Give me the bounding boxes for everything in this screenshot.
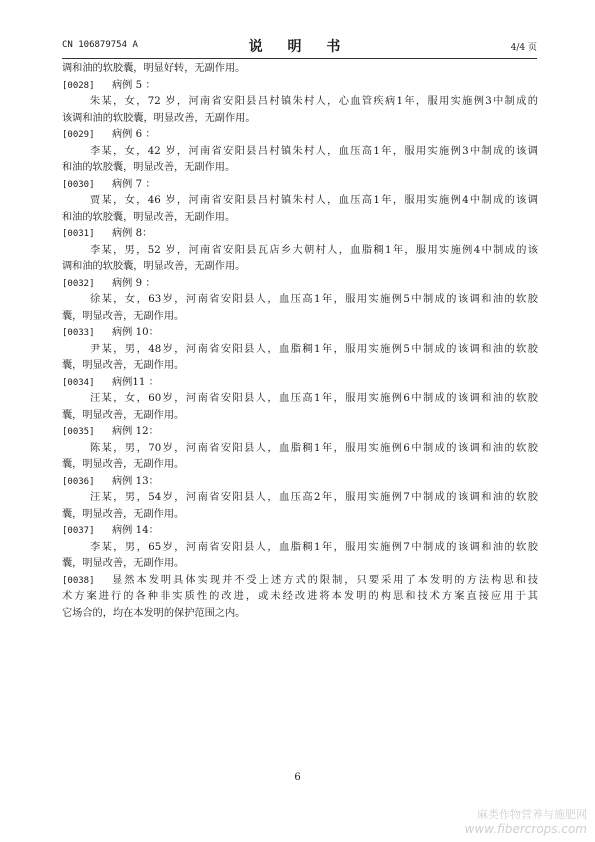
paragraph-tag: [0036]	[62, 476, 95, 487]
case-text-line: 李某，男，65岁，河南省安阳县人，血脂稠1年，服用实施例7中制成的该调和油的软胶	[90, 541, 538, 553]
case-text-line: 该调和油的软胶囊，明显改善，无副作用。	[62, 112, 256, 124]
case-label: 病例 13：	[112, 475, 159, 487]
page-number: 6	[294, 772, 301, 783]
case-text-line: 囊，明显改善，无副作用。	[62, 360, 185, 371]
case-text-line: 囊，明显改善，无副作用。	[62, 310, 185, 322]
closing-text-line: 显然本发明具体实现并不受上述方式的限制，只要采用了本发明的方法构思和技	[112, 574, 538, 586]
paragraph-tag: [0037]	[62, 526, 95, 536]
case-label: 病例 8：	[112, 228, 153, 239]
watermark-site-name: 麻类作物营养与施肥网	[477, 808, 587, 821]
paragraph-tag: [0030]	[62, 179, 95, 190]
lead-line: 调和油的软胶囊，明显好转，无副作用。	[62, 63, 246, 74]
document-body	[62, 61, 538, 622]
case-text-line: 囊，明显改善，无副作用。	[62, 409, 185, 421]
case-text-line: 李某，女，42 岁，河南省安阳县吕村镇朱村人，血压高1年，服用实施例3中制成的该调	[90, 145, 538, 157]
paragraph-tag: [0035]	[62, 427, 95, 437]
case-label: 病例 10：	[112, 327, 159, 338]
case-text-line: 汪某，女，60岁，河南省安阳县人，血压高1年，服用实施例6中制成的该调和油的软胶	[90, 393, 538, 404]
case-heading	[62, 177, 538, 194]
case-heading	[62, 226, 538, 243]
case-text-line: 贾某，女，46 岁，河南省安阳县吕村镇朱村人，血压高1年，服用实施例4中制成的该调	[90, 195, 538, 206]
case-heading	[62, 276, 538, 293]
closing-text-line: 它场合的，均在本发明的保护范围之内。	[62, 607, 246, 619]
case-heading	[62, 375, 538, 392]
case-heading	[62, 474, 538, 491]
paragraph-tag: [0034]	[62, 377, 95, 388]
case-text-line: 陈某，男，70岁，河南省安阳县人，血脂稠1年，服用实施例6中制成的该调和油的软胶	[90, 442, 538, 454]
case-heading	[62, 78, 538, 95]
header-rule	[62, 58, 537, 59]
case-text-line: 调和油的软胶囊，明显改善，无副作用。	[62, 261, 246, 272]
case-label: 病例 9 ：	[112, 277, 156, 289]
watermark	[465, 808, 587, 836]
patent-number: CN 106879754 A	[62, 40, 138, 50]
case-text-line: 朱某，女，72 岁，河南省安阳县吕村镇朱村人，心血管疾病1年，服用实施例3中制成的	[90, 96, 538, 107]
case-label: 病例 12：	[112, 426, 159, 437]
case-text-line: 徐某，女，63岁，河南省安阳县人，血压高1年，服用实施例5中制成的该调和油的软胶	[90, 294, 538, 305]
case-text-line: 尹某，男，48岁，河南省安阳县人，血脂稠1年，服用实施例5中制成的该调和油的软胶	[90, 343, 538, 355]
case-text-line: 汪某，男，54岁，河南省安阳县人，血压高2年，服用实施例7中制成的该调和油的软胶	[90, 492, 538, 503]
paragraph-tag: [0028]	[62, 80, 95, 91]
case-label: 病例 14：	[112, 525, 159, 536]
case-heading	[62, 325, 538, 342]
paragraph-tag: [0033]	[62, 328, 95, 338]
case-text-line: 囊，明显改善，无副作用。	[62, 508, 185, 520]
paragraph-tag: [0031]	[62, 229, 95, 239]
case-label: 病例 6 ：	[112, 129, 156, 140]
case-heading	[62, 424, 538, 441]
case-text-line: 和油的软胶囊，明显改善，无副作用。	[62, 211, 236, 223]
closing-text-line: 术方案进行的各种非实质性的改进，或未经改进将本发明的构思和技术方案直接应用于其	[62, 591, 538, 602]
case-text-line: 囊，明显改善，无副作用。	[62, 558, 185, 569]
case-text-line: 囊，明显改善，无副作用。	[62, 459, 185, 470]
case-label: 病例 5 ：	[112, 79, 156, 91]
page-header	[62, 36, 537, 56]
case-label: 病例 7 ：	[112, 178, 156, 190]
case-label: 病例11 ：	[112, 376, 159, 388]
closing-first-line	[62, 573, 538, 590]
case-text-line: 和油的软胶囊，明显改善，无副作用。	[62, 162, 236, 173]
page-indicator: 4/4 页	[510, 43, 537, 53]
document-title: 说 明 书	[248, 39, 351, 55]
case-text-line: 李某，男，52 岁，河南省安阳县瓦店乡大朝村人，血脂稠1年，服用实施例4中制成的该	[90, 244, 538, 256]
case-heading	[62, 523, 538, 540]
watermark-url: www.fibercrops.com	[464, 822, 587, 836]
paragraph-tag: [0038]	[62, 575, 95, 586]
case-heading	[62, 127, 538, 144]
paragraph-tag: [0032]	[62, 278, 95, 289]
paragraph-tag: [0029]	[62, 130, 95, 140]
